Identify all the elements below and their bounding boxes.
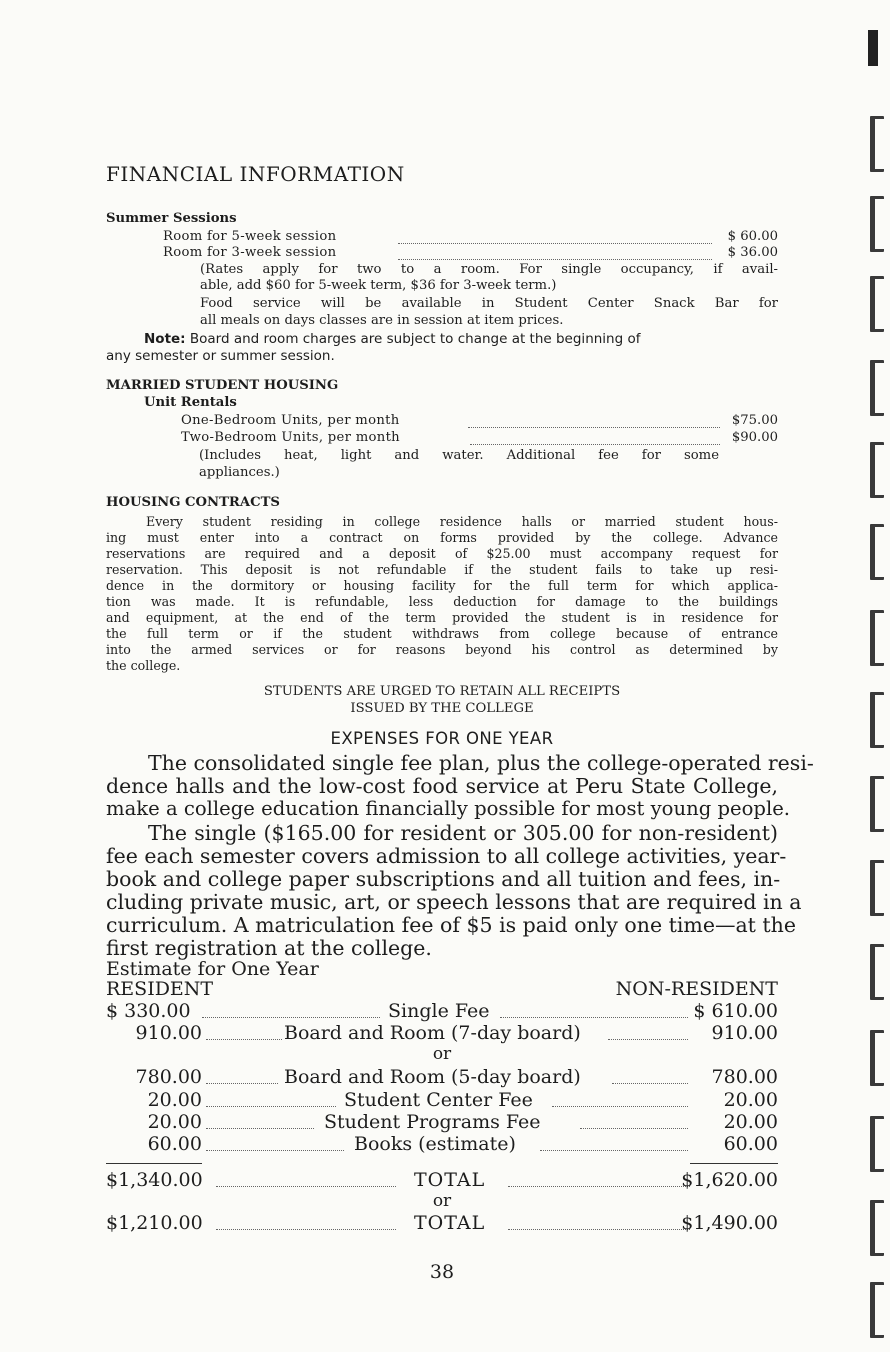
expenses-para2-line: cluding private music, art, or speech lessons that are required in a — [106, 890, 802, 914]
leader-dots — [508, 1229, 690, 1230]
resident-amount: 20.00 — [147, 1089, 202, 1111]
contracts-line: dence in the dormitory or housing facility for the full term for which applica- — [106, 578, 778, 593]
expense-label: Student Programs Fee — [324, 1111, 541, 1133]
married-heading: MARRIED STUDENT HOUSING — [106, 378, 339, 393]
expenses-para1-line: make a college education financially possible for most young people. — [106, 797, 791, 820]
food-line: all meals on days classes are in session at item prices. — [200, 313, 564, 328]
leader-dots — [206, 1150, 344, 1151]
contracts-line: the full term or if the student withdraws from college because of entrance — [106, 626, 778, 641]
receipts-notice: STUDENTS ARE URGED TO RETAIN ALL RECEIPTS — [263, 684, 621, 699]
expense-label: Student Center Fee — [344, 1089, 533, 1111]
contracts-line: and equipment, at the end of the term provided the student is in residence for — [106, 610, 778, 625]
binding-bracket — [870, 776, 884, 832]
leader-dots — [206, 1128, 314, 1129]
leader-dots — [206, 1106, 336, 1107]
resident-column-header: RESIDENT — [106, 978, 214, 1000]
leader-dots — [468, 427, 720, 428]
leader-dots — [398, 243, 712, 244]
food-line: Food service will be available in Student Center Snack Bar for — [200, 296, 778, 311]
room-5-week-label: Room for 5-week session — [163, 229, 337, 244]
receipts-notice-2: ISSUED BY THE COLLEGE — [350, 701, 534, 716]
page-title: FINANCIAL INFORMATION — [106, 162, 405, 186]
binding-bracket — [870, 1030, 884, 1086]
nonresident-column-header: NON-RESIDENT — [615, 978, 778, 1000]
leader-dots — [508, 1186, 690, 1187]
leader-dots — [206, 1083, 278, 1084]
contracts-line: reservation. This deposit is not refundable if the student fails to take up resi- — [106, 562, 778, 577]
expenses-para2-line: first registration at the college. — [106, 936, 432, 960]
expense-label: Board and Room (5-day board) — [284, 1066, 581, 1088]
resident-amount: 910.00 — [135, 1022, 202, 1044]
or-separator: or — [432, 1044, 452, 1064]
expenses-para2-line: fee each semester covers admission to all college activities, year- — [106, 844, 787, 868]
two-bedroom-amount: $90.00 — [731, 430, 778, 445]
contracts-line: Every student residing in college residence halls or married student hous- — [146, 514, 778, 529]
binding-bracket — [870, 860, 884, 916]
binding-bracket — [870, 692, 884, 748]
note-line — [144, 332, 778, 347]
nonresident-amount: 910.00 — [711, 1022, 778, 1044]
expenses-heading: EXPENSES FOR ONE YEAR — [330, 729, 554, 748]
contracts-line: the college. — [106, 658, 181, 673]
one-bedroom-label: One-Bedroom Units, per month — [181, 413, 400, 428]
nonresident-amount: 20.00 — [723, 1089, 778, 1111]
includes-line-2: appliances.) — [199, 465, 280, 480]
leader-dots — [552, 1106, 688, 1107]
summer-heading: Summer Sessions — [106, 211, 237, 226]
expenses-para1-line: dence halls and the low-cost food service at Peru State College, — [106, 774, 778, 798]
resident-total: $1,210.00 — [106, 1212, 203, 1234]
rates-line: able, add $60 for 5-week term, $36 for 3-week term.) — [200, 278, 557, 293]
leader-dots — [608, 1039, 688, 1040]
binding-bracket — [870, 944, 884, 1000]
total-label: TOTAL — [414, 1212, 486, 1234]
binding-bracket — [870, 1200, 884, 1256]
binding-bracket — [870, 116, 884, 172]
room-3-week-label: Room for 3-week session — [163, 245, 337, 260]
leader-dots — [202, 1017, 380, 1018]
note-text: Board and room charges are subject to change at the beginning of — [189, 331, 641, 347]
binding-bracket — [870, 196, 884, 252]
expense-label: Board and Room (7-day board) — [284, 1022, 581, 1044]
contracts-heading: HOUSING CONTRACTS — [106, 495, 280, 510]
contracts-line: into the armed services or for reasons beyond his control as determined by — [106, 642, 778, 657]
expenses-para2-line: curriculum. A matriculation fee of $5 is paid only one time—at the — [106, 913, 797, 937]
binding-mark — [868, 30, 878, 66]
leader-dots — [500, 1017, 688, 1018]
room-3-week-amount: $ 36.00 — [727, 245, 778, 260]
sum-rule — [106, 1163, 202, 1164]
expenses-para2-line: The single ($165.00 for resident or 305.00 for non-resident) — [148, 821, 778, 845]
leader-dots — [216, 1229, 396, 1230]
binding-bracket — [870, 360, 884, 416]
rates-line: (Rates apply for two to a room. For single occupancy, if avail- — [200, 262, 778, 277]
resident-total: $1,340.00 — [106, 1169, 203, 1191]
nonresident-total: $1,620.00 — [681, 1169, 778, 1191]
leader-dots — [398, 259, 712, 260]
unit-rentals-heading: Unit Rentals — [144, 395, 237, 410]
resident-amount: 20.00 — [147, 1111, 202, 1133]
expense-label: Single Fee — [388, 1000, 490, 1022]
nonresident-amount: $ 610.00 — [693, 1000, 778, 1022]
contracts-line: reservations are required and a deposit of $25.00 must accompany request for — [106, 546, 778, 561]
expense-label: Books (estimate) — [354, 1133, 516, 1155]
one-bedroom-amount: $75.00 — [731, 413, 778, 428]
contracts-line: ing must enter into a contract on forms provided by the college. Advance — [106, 530, 778, 545]
leader-dots — [216, 1186, 396, 1187]
binding-bracket — [870, 610, 884, 666]
nonresident-total: $1,490.00 — [681, 1212, 778, 1234]
estimate-label: Estimate for One Year — [106, 958, 319, 980]
two-bedroom-label: Two-Bedroom Units, per month — [181, 430, 400, 445]
leader-dots — [612, 1083, 688, 1084]
resident-amount: $ 330.00 — [106, 1000, 191, 1022]
contracts-line: tion was made. It is refundable, less deduction for damage to the buildings — [106, 594, 778, 609]
leader-dots — [540, 1150, 688, 1151]
expenses-para2-line: book and college paper subscriptions and all tuition and fees, in- — [106, 867, 781, 891]
sum-rule — [690, 1163, 778, 1164]
leader-dots — [206, 1039, 282, 1040]
binding-bracket — [870, 1116, 884, 1172]
leader-dots — [470, 444, 720, 445]
nonresident-amount: 20.00 — [723, 1111, 778, 1133]
resident-amount: 780.00 — [135, 1066, 202, 1088]
room-5-week-amount: $ 60.00 — [727, 229, 778, 244]
nonresident-amount: 60.00 — [723, 1133, 778, 1155]
note-line-2: any semester or summer session. — [106, 348, 335, 364]
includes-line: (Includes heat, light and water. Additional fee for some — [199, 448, 719, 463]
leader-dots — [580, 1128, 688, 1129]
nonresident-amount: 780.00 — [711, 1066, 778, 1088]
total-label: TOTAL — [414, 1169, 486, 1191]
or-separator: or — [432, 1191, 452, 1211]
binding-bracket — [870, 524, 884, 580]
binding-bracket — [870, 276, 884, 332]
note-label: Note: — [144, 331, 186, 347]
expenses-para1-line: The consolidated single fee plan, plus the college-operated resi- — [148, 751, 814, 775]
resident-amount: 60.00 — [147, 1133, 202, 1155]
binding-bracket — [870, 1282, 884, 1338]
binding-bracket — [870, 442, 884, 498]
page-number: 38 — [429, 1261, 455, 1283]
